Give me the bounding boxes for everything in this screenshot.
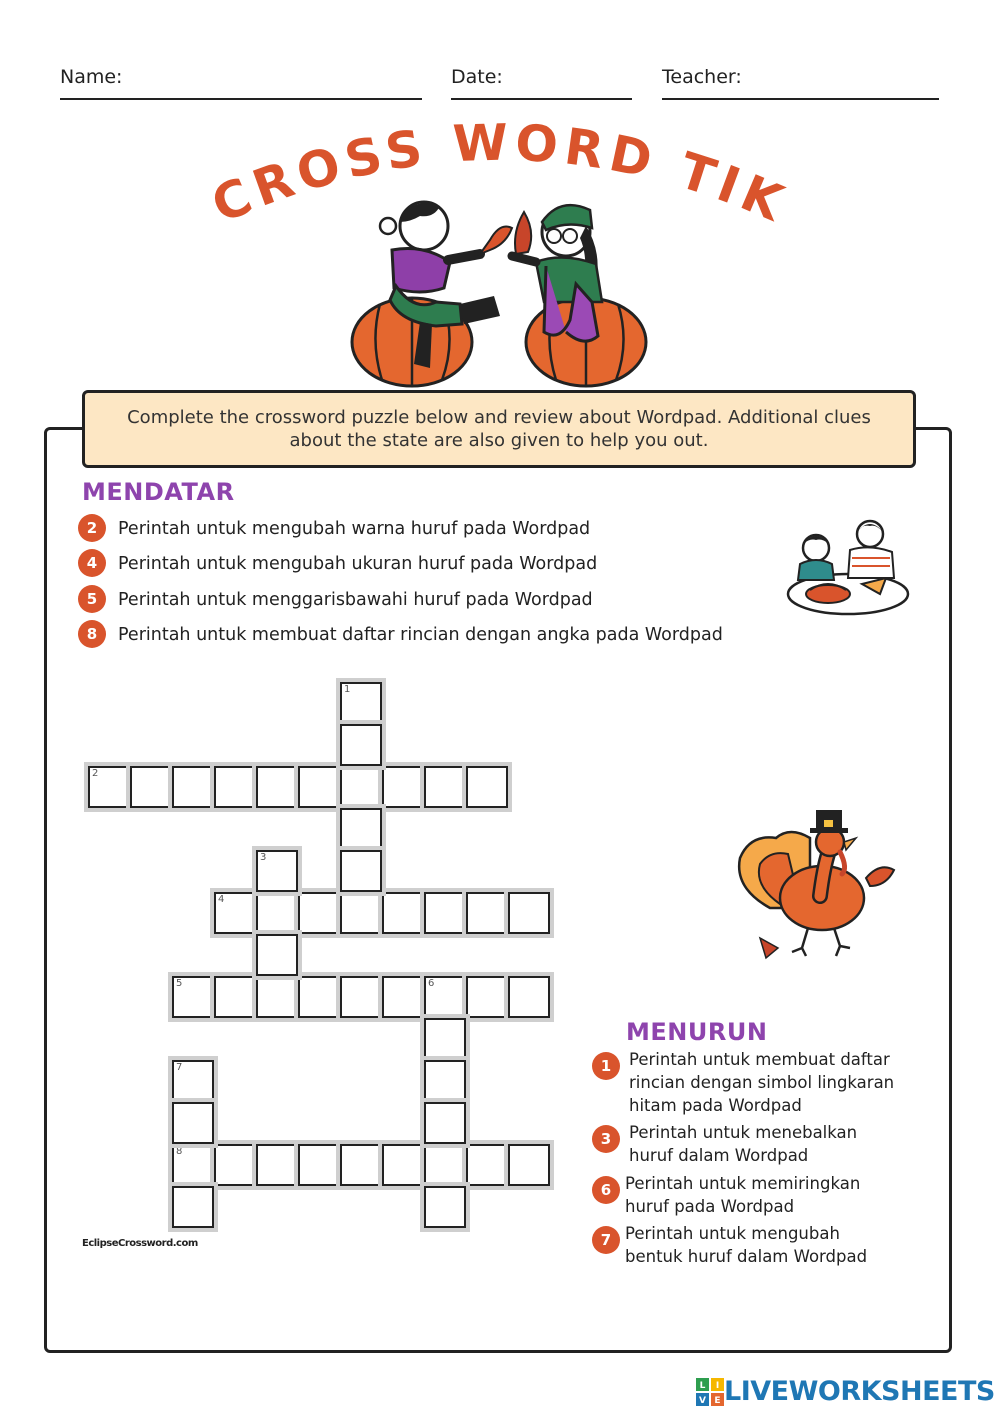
- cell-input[interactable]: [216, 978, 254, 1016]
- liveworksheets-brand: [696, 1376, 995, 1407]
- across-heading: MENDATAR: [82, 478, 235, 506]
- crossword-cell: [214, 1144, 256, 1186]
- across-clue-5: [78, 589, 593, 613]
- cell-number: 7: [176, 1062, 183, 1073]
- clue-text: Perintah untuk membuat daftar rincian dengan angka pada Wordpad: [118, 625, 723, 645]
- across-clue-2: [78, 518, 590, 542]
- crossword-cell: [382, 1144, 424, 1186]
- cell-input[interactable]: [174, 1062, 212, 1100]
- clue-number-badge: 6: [592, 1176, 620, 1204]
- cell-input[interactable]: [426, 978, 464, 1016]
- crossword-cell: [508, 892, 550, 934]
- cell-input[interactable]: [258, 978, 296, 1016]
- cell-input[interactable]: [384, 768, 422, 806]
- crossword-cell: [424, 892, 466, 934]
- cell-number: 2: [92, 768, 99, 779]
- cell-input[interactable]: [468, 894, 506, 932]
- crossword-cell: [256, 976, 298, 1018]
- crossword-cell: [172, 1186, 214, 1228]
- clue-number-badge: 7: [592, 1226, 620, 1254]
- down-heading: MENURUN: [626, 1018, 768, 1046]
- cell-input[interactable]: [342, 1146, 380, 1184]
- cell-input[interactable]: [426, 894, 464, 932]
- across-clue-8: [78, 624, 723, 648]
- title-text: CROSS WORD TIK: [203, 113, 797, 235]
- crossword-cell: [130, 766, 172, 808]
- leaf-icon: [760, 938, 778, 958]
- crossword-cell: [382, 766, 424, 808]
- cell-number: 3: [260, 852, 267, 863]
- crossword-cell: [172, 1060, 214, 1102]
- cell-input[interactable]: [342, 810, 380, 848]
- crossword-cell: [340, 682, 382, 724]
- clue-text: Perintah untuk menggarisbawahi huruf pada Wordpad: [118, 590, 593, 610]
- crossword-cell: [172, 976, 214, 1018]
- teacher-label: Teacher:: [662, 66, 742, 88]
- crossword-cell: [214, 976, 256, 1018]
- crossword-cell: [382, 976, 424, 1018]
- crossword-cell: [340, 976, 382, 1018]
- date-label: Date:: [451, 66, 503, 88]
- cell-input[interactable]: [342, 852, 380, 890]
- cell-input[interactable]: [216, 1146, 254, 1184]
- crossword-cell: [298, 976, 340, 1018]
- crossword-cell: [466, 1144, 508, 1186]
- cell-input[interactable]: [174, 1188, 212, 1226]
- crossword-cell: [172, 1144, 214, 1186]
- across-clue-4: [78, 553, 597, 577]
- cell-input[interactable]: [258, 768, 296, 806]
- cell-input[interactable]: [426, 1062, 464, 1100]
- cell-input[interactable]: [174, 978, 212, 1016]
- family-dinner-illustration: [782, 514, 912, 620]
- cell-input[interactable]: [300, 894, 338, 932]
- clue-text: Perintah untuk mengubah bentuk huruf dalam Wordpad: [625, 1224, 868, 1266]
- cell-input[interactable]: [426, 768, 464, 806]
- crossword-cell: [424, 766, 466, 808]
- crossword-cell: [424, 1018, 466, 1060]
- cell-input[interactable]: [342, 726, 380, 764]
- cell-input[interactable]: [342, 684, 380, 722]
- crossword-cell: [214, 766, 256, 808]
- liveworksheets-logo-icon: [696, 1378, 724, 1406]
- date-field: [451, 64, 632, 100]
- cell-input[interactable]: [300, 978, 338, 1016]
- cell-input[interactable]: [426, 1020, 464, 1058]
- crossword-cell: [340, 724, 382, 766]
- crossword-cell: [298, 892, 340, 934]
- cell-input[interactable]: [300, 768, 338, 806]
- leaf-icon: [866, 867, 894, 886]
- date-input[interactable]: [508, 70, 632, 96]
- crossword-cell: [340, 766, 382, 808]
- name-input[interactable]: [168, 70, 422, 96]
- cell-input[interactable]: [510, 978, 548, 1016]
- crossword-cell: [508, 1144, 550, 1186]
- crossword-cell: [256, 892, 298, 934]
- down-clue-6: [592, 1172, 902, 1218]
- crossword-cell: [508, 976, 550, 1018]
- cell-input[interactable]: [468, 978, 506, 1016]
- cell-input[interactable]: [426, 1188, 464, 1226]
- cell-input[interactable]: [342, 978, 380, 1016]
- crossword-cell: [340, 892, 382, 934]
- cell-input[interactable]: [174, 1146, 212, 1184]
- instructions-box: [82, 390, 916, 468]
- crossword-cell: [466, 892, 508, 934]
- clue-text: Perintah untuk mengubah warna huruf pada Wordpad: [118, 519, 591, 539]
- cell-input[interactable]: [342, 768, 380, 806]
- name-field: [60, 64, 422, 100]
- crossword-cell: [466, 766, 508, 808]
- crossword-cell: [298, 1144, 340, 1186]
- crossword-cell: [172, 1102, 214, 1144]
- crossword-cell: [340, 850, 382, 892]
- clue-number-badge: 2: [78, 514, 106, 542]
- clue-text: Perintah untuk memiringkan huruf pada Wordpad: [625, 1174, 861, 1216]
- logo-letter: I: [715, 1380, 720, 1391]
- cell-input[interactable]: [258, 1146, 296, 1184]
- down-clue-7: [592, 1222, 902, 1268]
- cell-input[interactable]: [384, 978, 422, 1016]
- cell-input[interactable]: [342, 894, 380, 932]
- cell-number: 6: [428, 978, 435, 989]
- crossword-cell: [340, 808, 382, 850]
- cell-input[interactable]: [510, 894, 548, 932]
- cell-input[interactable]: [258, 894, 296, 932]
- logo-letter: L: [699, 1380, 706, 1391]
- cell-input[interactable]: [174, 768, 212, 806]
- crossword-cell: [424, 1060, 466, 1102]
- pilgrim-hat-icon: [810, 810, 848, 833]
- cell-input[interactable]: [426, 1104, 464, 1142]
- clue-text: Perintah untuk mengubah ukuran huruf pada Wordpad: [118, 554, 598, 574]
- logo-letter: E: [714, 1395, 721, 1406]
- clue-number-badge: 4: [78, 549, 106, 577]
- crossword-cell: [424, 976, 466, 1018]
- brand-name: LIVEWORKSHEETS: [724, 1376, 995, 1407]
- clue-number-badge: 5: [78, 585, 106, 613]
- crossword-cell: [424, 1144, 466, 1186]
- logo-letter: V: [699, 1395, 706, 1406]
- cell-input[interactable]: [132, 768, 170, 806]
- cell-number: 4: [218, 894, 225, 905]
- leaf-icon: [480, 212, 531, 254]
- cell-input[interactable]: [510, 1146, 548, 1184]
- teacher-input[interactable]: [755, 70, 939, 96]
- cell-input[interactable]: [216, 894, 254, 932]
- name-label: Name:: [60, 66, 123, 88]
- cell-input[interactable]: [216, 768, 254, 806]
- cell-input[interactable]: [384, 1146, 422, 1184]
- cell-input[interactable]: [426, 1146, 464, 1184]
- clue-text: Perintah untuk menebalkan huruf dalam Wordpad: [629, 1123, 858, 1165]
- down-clue-1: [592, 1048, 902, 1117]
- crossword-cell: [340, 1144, 382, 1186]
- crossword-cell: [256, 1144, 298, 1186]
- crossword-cell: [256, 766, 298, 808]
- crossword-cell: [88, 766, 130, 808]
- crossword-cell: [424, 1102, 466, 1144]
- down-clue-3: [592, 1121, 902, 1167]
- kids-on-pumpkins-illustration: [340, 192, 660, 392]
- clue-number-badge: 8: [78, 620, 106, 648]
- cell-number: 8: [176, 1146, 183, 1157]
- turkey-illustration: [730, 798, 910, 968]
- crossword-cell: [214, 892, 256, 934]
- crossword-cell: [298, 766, 340, 808]
- cell-input[interactable]: [300, 1146, 338, 1184]
- credit-text: EclipseCrossword.com: [82, 1238, 198, 1249]
- crossword-cell: [466, 976, 508, 1018]
- cell-number: 5: [176, 978, 183, 989]
- cell-input[interactable]: [384, 894, 422, 932]
- crossword-cell: [382, 892, 424, 934]
- crossword-cell: [172, 766, 214, 808]
- pie-icon: [806, 584, 850, 603]
- cell-input[interactable]: [258, 936, 296, 974]
- crossword-cell: [424, 1186, 466, 1228]
- crossword-cell: [256, 934, 298, 976]
- cell-input[interactable]: [90, 768, 128, 806]
- cell-input[interactable]: [468, 1146, 506, 1184]
- cell-input[interactable]: [468, 768, 506, 806]
- cell-input[interactable]: [174, 1104, 212, 1142]
- teacher-field: [662, 64, 939, 100]
- cell-number: 1: [344, 684, 351, 695]
- clue-text: Perintah untuk membuat daftar rincian dengan simbol lingkaran hitam pada Wordpad: [629, 1050, 895, 1115]
- cell-input[interactable]: [258, 852, 296, 890]
- instructions-text: Complete the crossword puzzle below and review about Wordpad. Additional clues about the state are also given to help you out.: [127, 407, 871, 451]
- clue-number-badge: 1: [592, 1052, 620, 1080]
- clue-number-badge: 3: [592, 1125, 620, 1153]
- crossword-cell: [256, 850, 298, 892]
